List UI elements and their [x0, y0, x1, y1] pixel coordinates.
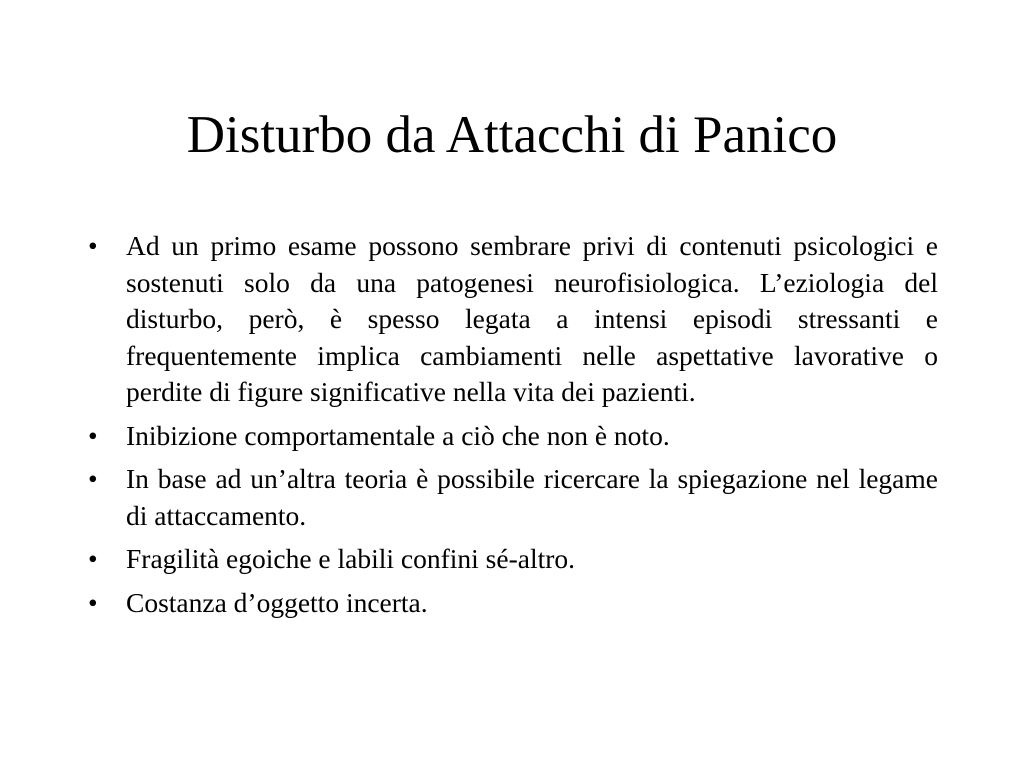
bullet-text: In base ad un’altra teoria è possibile ricercare la spiegazione nel legame di attaccamento. — [126, 463, 938, 531]
bullet-item — [88, 228, 938, 411]
bullet-text: Costanza d’oggetto incerta. — [126, 586, 428, 618]
bullet-item — [88, 461, 938, 534]
bullet-item — [88, 585, 938, 622]
bullet-item — [88, 418, 938, 455]
bullet-text: Inibizione comportamentale a ciò che non è noto. — [126, 419, 670, 451]
bullet-item — [88, 541, 938, 578]
bullet-icon: • — [88, 586, 98, 618]
slide-title: Disturbo da Attacchi di Panico — [186, 106, 838, 164]
bullet-icon: • — [88, 419, 98, 451]
bullet-icon: • — [88, 463, 98, 494]
bullet-text: Fragilità egoiche e labili confini sé-altro. — [126, 543, 576, 574]
bullet-icon: • — [88, 230, 98, 261]
bullet-list — [88, 228, 938, 628]
bullet-text: Ad un primo esame possono sembrare privi di contenuti psicologici e sostenuti solo da una patogenesi neurofisiologica. L’eziologia del disturbo, però, è spesso legata a intensi episodi stressanti e frequentemente implica cambiamenti nelle aspettative lavorative o perdite di figure significative nella vita dei pazienti. — [126, 230, 938, 407]
bullet-icon: • — [88, 543, 98, 574]
